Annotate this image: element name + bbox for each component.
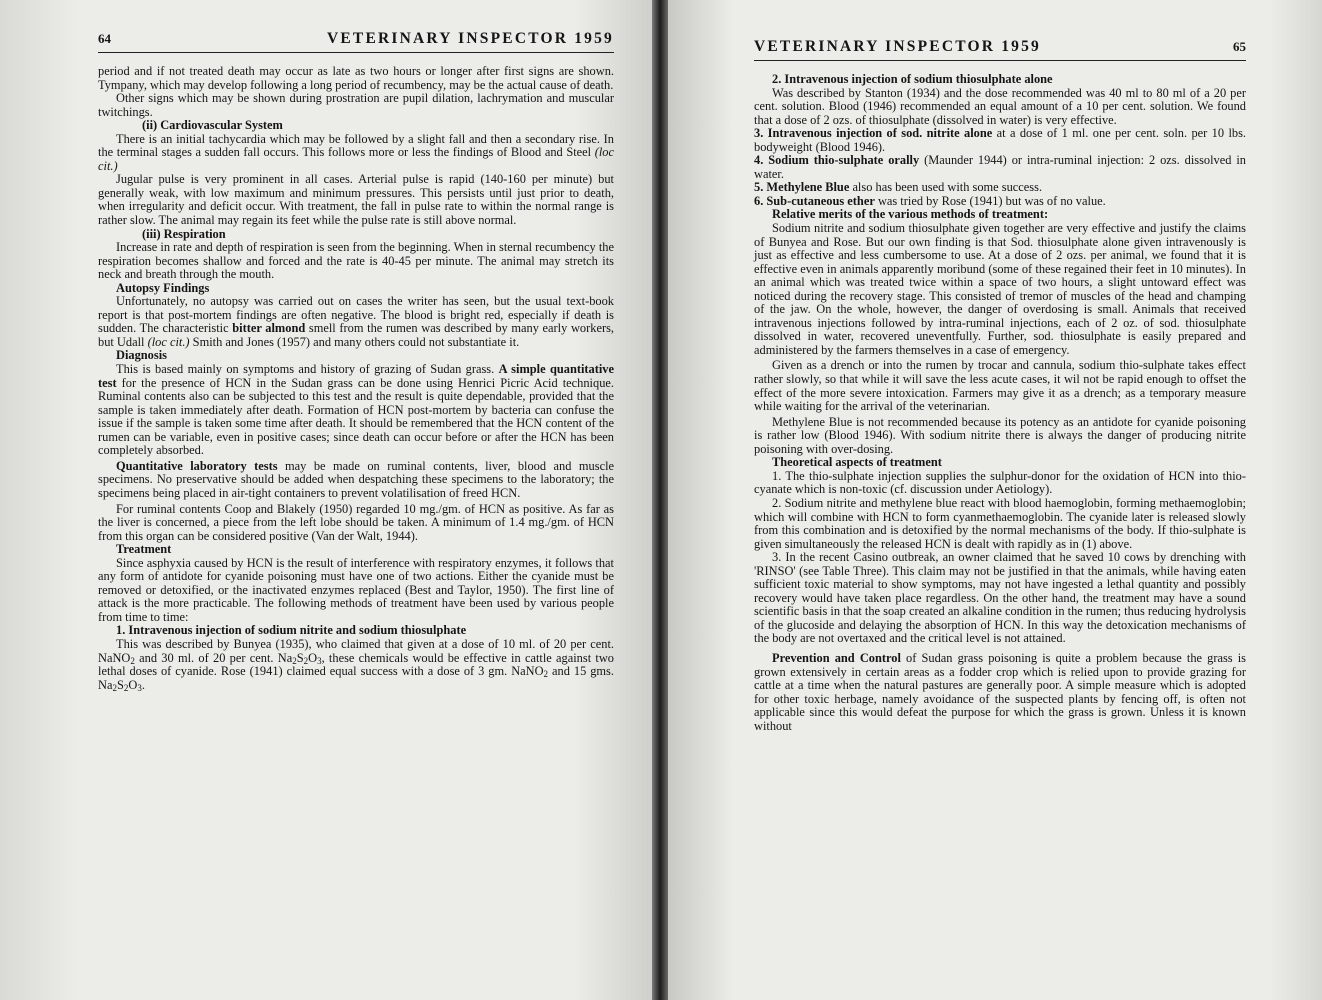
- paragraph: Quantitative laboratory tests may be made on ruminal contents, liver, blood and muscle specimens. No preservative should be added when despatching these specimens to the laboratory; the specimens being placed in air-tight containers to prevent volatilisation of freed HCN.: [98, 458, 615, 500]
- paragraph: Other signs which may be shown during prostration are pupil dilation, lachrymation and muscular twitchings.: [98, 91, 614, 119]
- heading-theoretical-aspects: Theoretical aspects of treatment: [772, 455, 942, 470]
- paragraph: There is an initial tachycardia which may be followed by a slight fall and then a secondary rise. In the terminal stages a sudden fall occurs. This follows more or less the findings of Blood and Steel (loc cit.): [98, 131, 614, 173]
- running-head-right: [754, 38, 1246, 61]
- heading-treatment: Treatment: [116, 542, 172, 557]
- paragraph: This was described by Bunyea (1935), who claimed that given at a dose of 10 ml. of 20 per cent. NaNO$_2$ and 30 ml. of 20 per cent. $Na_2S_2O_3$, these chemicals would be effective in cattle against two lethal doses of cyanide. Rose (1941) claimed equal success with a dose of 3 gm. NaNO$_2$ and 15 gms. $Na_2S_2O_3$.: [98, 636, 615, 693]
- heading-autopsy: Autopsy Findings: [116, 280, 210, 295]
- book-gutter: [652, 0, 668, 1000]
- left-page: [0, 0, 652, 1000]
- paragraph: Prevention and Control of Sudan grass poisoning is quite a problem because the grass is grown extensively in certain areas as a fodder crop which is relied upon to provide grazing for cattle at a time when the natural pastures are generally poor. A simple measure which is adopted for other toxic herbage, namely avoidance of the suspected plants by fencing off, is often not applicable since this would defeat the purpose for which the grass is grown. Unless it is known without: [754, 650, 1247, 733]
- paragraph: Methylene Blue is not recommended because its potency as an antidote for cyanide poisoning is rather low (Blood 1946). With sodium nitrite there is always the danger of producing nitrite poisoning with over-dosing.: [754, 414, 1246, 456]
- heading-diagnosis: Diagnosis: [116, 348, 167, 363]
- heading-treatment-2: 2. Intravenous injection of sodium thiosulphate alone: [772, 72, 1053, 86]
- paragraph: Increase in rate and depth of respiration is seen from the beginning. When in sternal recumbency the respiration becomes shallow and forced and the rate is 40-45 per minute. The animal may stretch its neck and breath through the mouth.: [98, 240, 614, 282]
- heading-treatment-1: 1. Intravenous injection of sodium nitrite and sodium thiosulphate: [116, 623, 467, 638]
- heading-respiration: (iii) Respiration: [142, 226, 226, 241]
- running-title-right: VETERINARY INSPECTOR 1959: [754, 38, 1041, 55]
- paragraph: Since asphyxia caused by HCN is the result of interference with respiratory enzymes, it follows that any form of antidote for cyanide poisoning must have one of two actions. Either the cyanide must be removed or detoxified, or the inactivated enzymes replaced (Best and Taylor, 1950). The first line of attack is the more practicable. The following methods of treatment have been used by various people from time to time:: [98, 555, 614, 624]
- treatment-3: 3. Intravenous injection of sod. nitrite alone at a dose of 1 ml. one per cent. soln. per 10 lbs. bodyweight (Blood 1946).: [754, 126, 1246, 154]
- paragraph: 2. Sodium nitrite and methylene blue react with blood haemoglobin, forming methaemoglobin; which will combine with HCN to form cyanmethaemoglobin. The cyanide later is released slowly from this combination and is detoxified by the normal mechanisms of the body. If thio-sulphate is given simultaneously the released HCN is dealt with rapidly as in (1) above.: [754, 495, 1246, 551]
- paragraph: Was described by Stanton (1934) and the dose recommended was 40 ml to 80 ml of a 20 per cent. solution. Blood (1946) recommended an equal amount of a 10 per cent. solution. We found that a dose of 2 ozs. of thiosulphate (dissolved in water) is very effective.: [754, 85, 1246, 127]
- treatment-6: 6. Sub-cutaneous ether was tried by Rose (1941) but was of no value.: [754, 193, 1106, 208]
- paragraph: 3. In the recent Casino outbreak, an owner claimed that he saved 10 cows by drenching with 'RINSO' (see Table Three). This claim may not be justified in that the animals, while having eaten sufficient toxic material to show symptoms, may not have ingested a lethal quantity and possibly recovery would have taken place regardless. On the other hand, the treatment may have a sound scientific basis in that the soap created an alkaline condition in the rumen; thus reducing hydrolysis of the glucoside and delaying the absorption of HCN. In this way the detoxication mechanisms of the body are not overtaxed and the critical level is not attained.: [754, 550, 1246, 646]
- paragraph: Unfortunately, no autopsy was carried out on cases the writer has seen, but the usual text-book report is that post-mortem findings are often negative. The blood is bright red, especially if death is sudden. The characteristic bitter almond smell from the rumen was described by many early workers, but Udall (loc cit.) Smith and Jones (1957) and many others could not substantiate it.: [98, 294, 614, 349]
- paragraph: period and if not treated death may occur as late as two hours or longer after first signs are shown. Tympany, which may develop following a long period of recumbency, may be the actual cause of death.: [98, 64, 614, 92]
- paragraph: 1. The thio-sulphate injection supplies the sulphur-donor for the oxidation of HCN into thio-cyanate which is non-toxic (cf. discussion under Aetiology).: [754, 468, 1246, 497]
- treatment-5: 5. Methylene Blue also has been used with some success.: [754, 180, 1043, 195]
- paragraph: Sodium nitrite and sodium thiosulphate given together are very effective and justify the claims of Bunyea and Rose. But our own finding is that Sod. thiosulphate alone given intravenously is just as effective and less cumbersome to use. At a dose of 2 ozs. per animal, we found that it is effective even in animals apparently moribund (some of these regained their feet in 10 minutes). In an animal which was treated twice within a space of two hours, a slight untoward effect was noticed during the recovery stage. This consisted of tremor of muscles of the head and champing of the jaw. On the whole, however, the danger of overdosing is small. Animals that received intravenous injections followed by intra-ruminal injections, each of 2 oz. of sod. thiosulphate dissolved in water, recovered uneventfully. Further, sod. thiosulphate is easily prepared and administered by the farmers themselves in a case of emergency.: [754, 221, 1246, 357]
- running-head-left: [98, 30, 614, 53]
- paragraph: Jugular pulse is very prominent in all cases. Arterial pulse is rapid (140-160 per minute) but generally weak, with low maximum and minimum pressures. This persists until just prior to death, when irregularity and deficit occur. With treatment, the fall in pulse rate to within the normal range is rather slow. The animal may regain its feet while the pulse rate is still above normal.: [98, 172, 614, 228]
- page-number-left: 64: [98, 31, 111, 46]
- paragraph: Given as a drench or into the rumen by trocar and cannula, sodium thio-sulphate takes effect rather slowly, so that while it will save the less acute cases, it wil not be rapid enough to offset the effect of the more severe intoxication. Farmers may give it as a drench; as a temporary measure while waiting for the arrival of the veterinarian.: [754, 358, 1246, 414]
- paragraph: For ruminal contents Coop and Blakely (1950) regarded 10 mg./gm. of HCN as positive. As far as the liver is concerned, a piece from the left lobe should be taken. A minimum of 1.4 mg./gm. of HCN from this organ can be considered positive (Van der Walt, 1944).: [98, 501, 614, 543]
- left-page-text: [98, 65, 614, 692]
- heading-relative-merits: Relative merits of the various methods of treatment:: [772, 207, 1049, 222]
- page-number-right: 65: [1233, 39, 1246, 54]
- heading-cardiovascular: (ii) Cardiovascular System: [142, 118, 283, 133]
- right-page-text: [754, 73, 1246, 733]
- treatment-4: 4. Sodium thio-sulphate orally (Maunder 1944) or intra-ruminal injection: 2 ozs. dissolved in water.: [754, 153, 1246, 181]
- right-page: [668, 0, 1322, 1000]
- paragraph: This is based mainly on symptoms and history of grazing of Sudan grass. A simple quantitative test for the presence of HCN in the Sudan grass can be done using Henrici Picric Acid technique. Ruminal contents also can be subjected to this test and the result is quite dependable, provided that the sample is taken immediately after death. Formation of HCN post-mortem by bacteria can confuse the issue if the sample is taken some time after death. It should be remembered that the HCN content of the rumen can be variable, even in positive cases; since death can occur before or after the HCN has been completely absorbed.: [98, 362, 614, 458]
- running-title-left: VETERINARY INSPECTOR 1959: [327, 30, 614, 47]
